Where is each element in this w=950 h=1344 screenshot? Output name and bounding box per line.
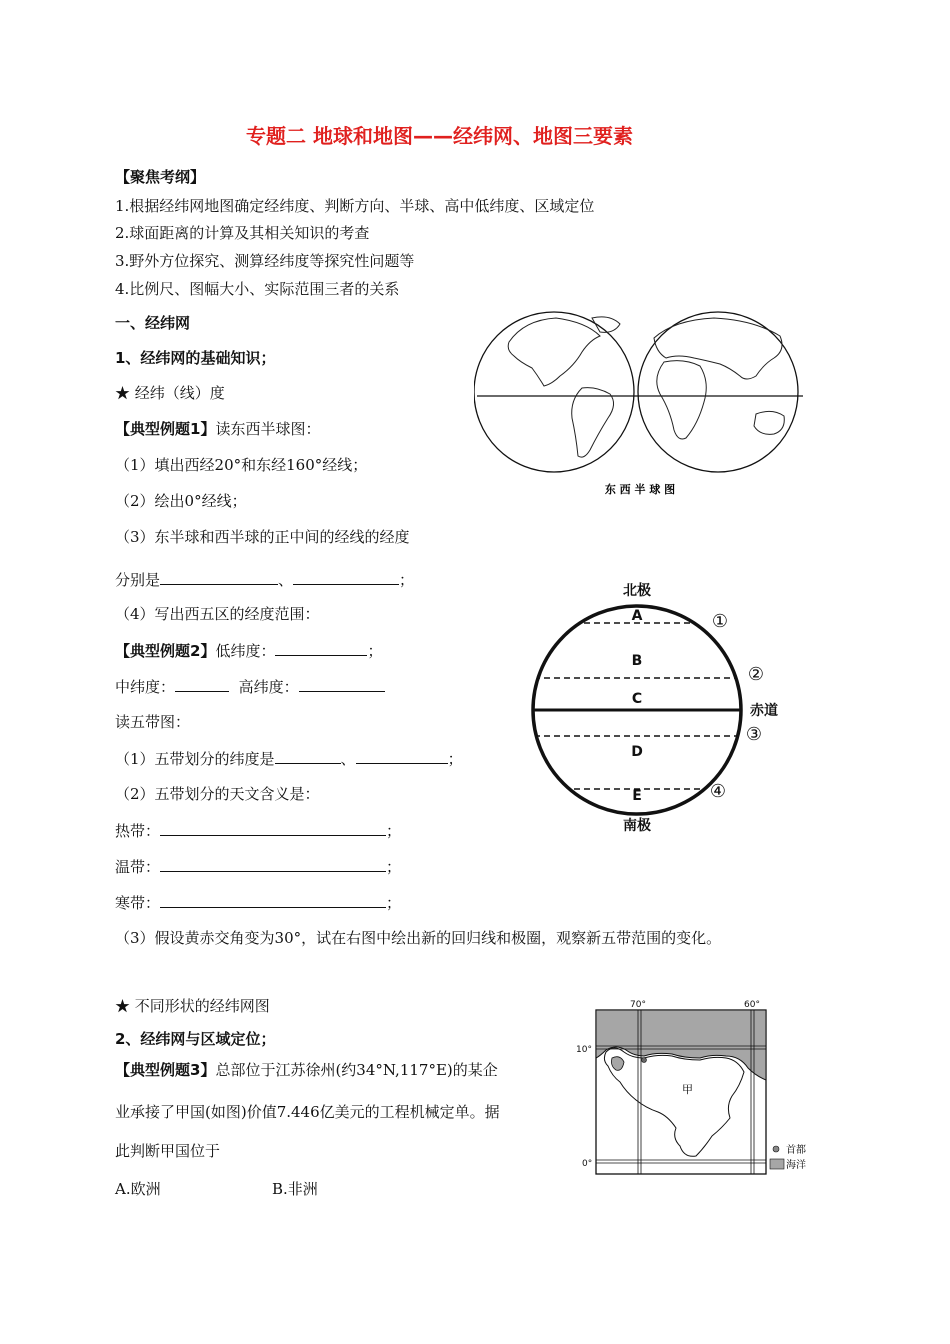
legend-ocean-label: 海洋 — [786, 1160, 806, 1171]
focus-header: 【聚焦考纲】 — [115, 168, 206, 186]
latitude-label: 0° — [582, 1159, 593, 1169]
circle-marker: ② — [747, 664, 765, 685]
example-1-q4: （4）写出西五区的经度范围： — [115, 605, 320, 623]
five-zones-figure — [524, 576, 786, 838]
example-2-read: 读五带图： — [115, 713, 191, 731]
example-3-line2: 业承接了甲国(如图)价值7.446亿美元的工程机械定单。据 — [115, 1103, 500, 1121]
example-2-q1: （1）五带划分的纬度是 、 ； — [115, 750, 463, 768]
example-2-label: 【典型例题2】 — [115, 642, 216, 660]
longitude-label: 60° — [744, 1000, 760, 1010]
country-label: 甲 — [682, 1083, 693, 1096]
north-pole-label: 北极 — [623, 583, 651, 599]
hemispheres-caption: 东 西 半 球 图 — [604, 483, 676, 496]
circle-marker: ① — [711, 611, 729, 632]
example-2-tropic: 热带： ； — [115, 822, 402, 840]
syllabus-item-2: 2.球面距离的计算及其相关知识的考查 — [115, 224, 370, 242]
syllabus-item-1: 1.根据经纬网地图确定经纬度、判断方向、半球、高中低纬度、区域定位 — [115, 197, 595, 215]
answer-blank[interactable] — [293, 569, 399, 585]
star-topic-latlon: ★ 经纬（线）度 — [115, 384, 225, 402]
example-1-text: 读东西半球图： — [215, 420, 321, 438]
syllabus-item-3: 3.野外方位探究、测算经纬度等探究性问题等 — [115, 252, 415, 270]
example-1-q2: （2）绘出0°经线； — [115, 492, 247, 510]
circle-marker: ③ — [745, 724, 763, 745]
eastern-hemisphere-circle — [638, 312, 798, 472]
option-a[interactable]: A.欧洲 — [115, 1180, 161, 1198]
example-1-label: 【典型例题1】 — [115, 420, 216, 438]
example-1-q3: （3）东半球和西半球的正中间的经线的经度 — [115, 528, 410, 546]
answer-blank[interactable] — [299, 676, 385, 692]
answer-blank[interactable] — [160, 892, 386, 908]
capital-marker — [642, 1058, 647, 1063]
example-3-line1: 【典型例题3】总部位于江苏徐州(约34°N,117°E)的某企 — [115, 1061, 498, 1079]
answer-blank[interactable] — [160, 856, 386, 872]
example-2-q3: （3）假设黄赤交角变为30°，试在右图中绘出新的回归线和极圈，观察新五带范围的变化。 — [115, 929, 722, 947]
legend-capital-label: 首都 — [786, 1145, 806, 1156]
answer-blank[interactable] — [275, 748, 341, 764]
equator-label: 赤道 — [750, 703, 778, 719]
example-1 — [115, 419, 320, 439]
ocean-legend-icon — [770, 1159, 784, 1169]
subsection-region: 2、经纬网与区域定位； — [115, 1030, 276, 1048]
western-hemisphere-circle — [474, 312, 634, 472]
country-map-figure — [572, 996, 828, 1182]
answer-blank[interactable] — [160, 569, 278, 585]
zone-label: B — [631, 653, 643, 669]
example-2-mid-high: 中纬度： 高纬度： — [115, 676, 385, 697]
longitude-label: 70° — [630, 1000, 646, 1010]
hemispheres-figure — [474, 306, 806, 502]
example-3-label: 【典型例题3】 — [115, 1061, 216, 1079]
example-1-q1: （1）填出西经20°和东经160°经线； — [115, 456, 368, 474]
south-pole-label: 南极 — [623, 818, 651, 834]
latitude-label: 10° — [576, 1045, 592, 1055]
zone-label: E — [632, 788, 642, 804]
option-b[interactable]: B.非洲 — [272, 1180, 318, 1198]
section-heading-graticule: 一、经纬网 — [115, 314, 191, 332]
example-2-frigid: 寒带： ； — [115, 894, 402, 912]
syllabus-item-4: 4.比例尺、图幅大小、实际范围三者的关系 — [115, 280, 400, 298]
zone-label: C — [631, 691, 643, 707]
example-2-temperate: 温带： ； — [115, 858, 402, 876]
page-title: 专题二 地球和地图——经纬网、地图三要素 — [246, 124, 633, 148]
answer-blank[interactable] — [160, 820, 386, 836]
circle-marker: ④ — [709, 781, 727, 802]
example-1-q3-answer: 分别是 、 ； — [115, 571, 415, 589]
example-2-q2: （2）五带划分的天文含义是： — [115, 785, 320, 803]
continent-outlines — [508, 317, 784, 457]
example-2: 【典型例题2】低纬度： ； — [115, 642, 383, 660]
zone-label: A — [631, 608, 643, 624]
zone-label: D — [631, 744, 643, 760]
answer-blank[interactable] — [175, 676, 229, 692]
answer-blank[interactable] — [275, 640, 367, 656]
answer-blank[interactable] — [356, 748, 448, 764]
star-topic-graticule-shapes: ★ 不同形状的经纬网图 — [115, 997, 270, 1015]
subsection-basics: 1、经纬网的基础知识； — [115, 349, 276, 367]
example-3-line3: 此判断甲国位于 — [115, 1142, 221, 1160]
capital-legend-icon — [773, 1146, 779, 1152]
